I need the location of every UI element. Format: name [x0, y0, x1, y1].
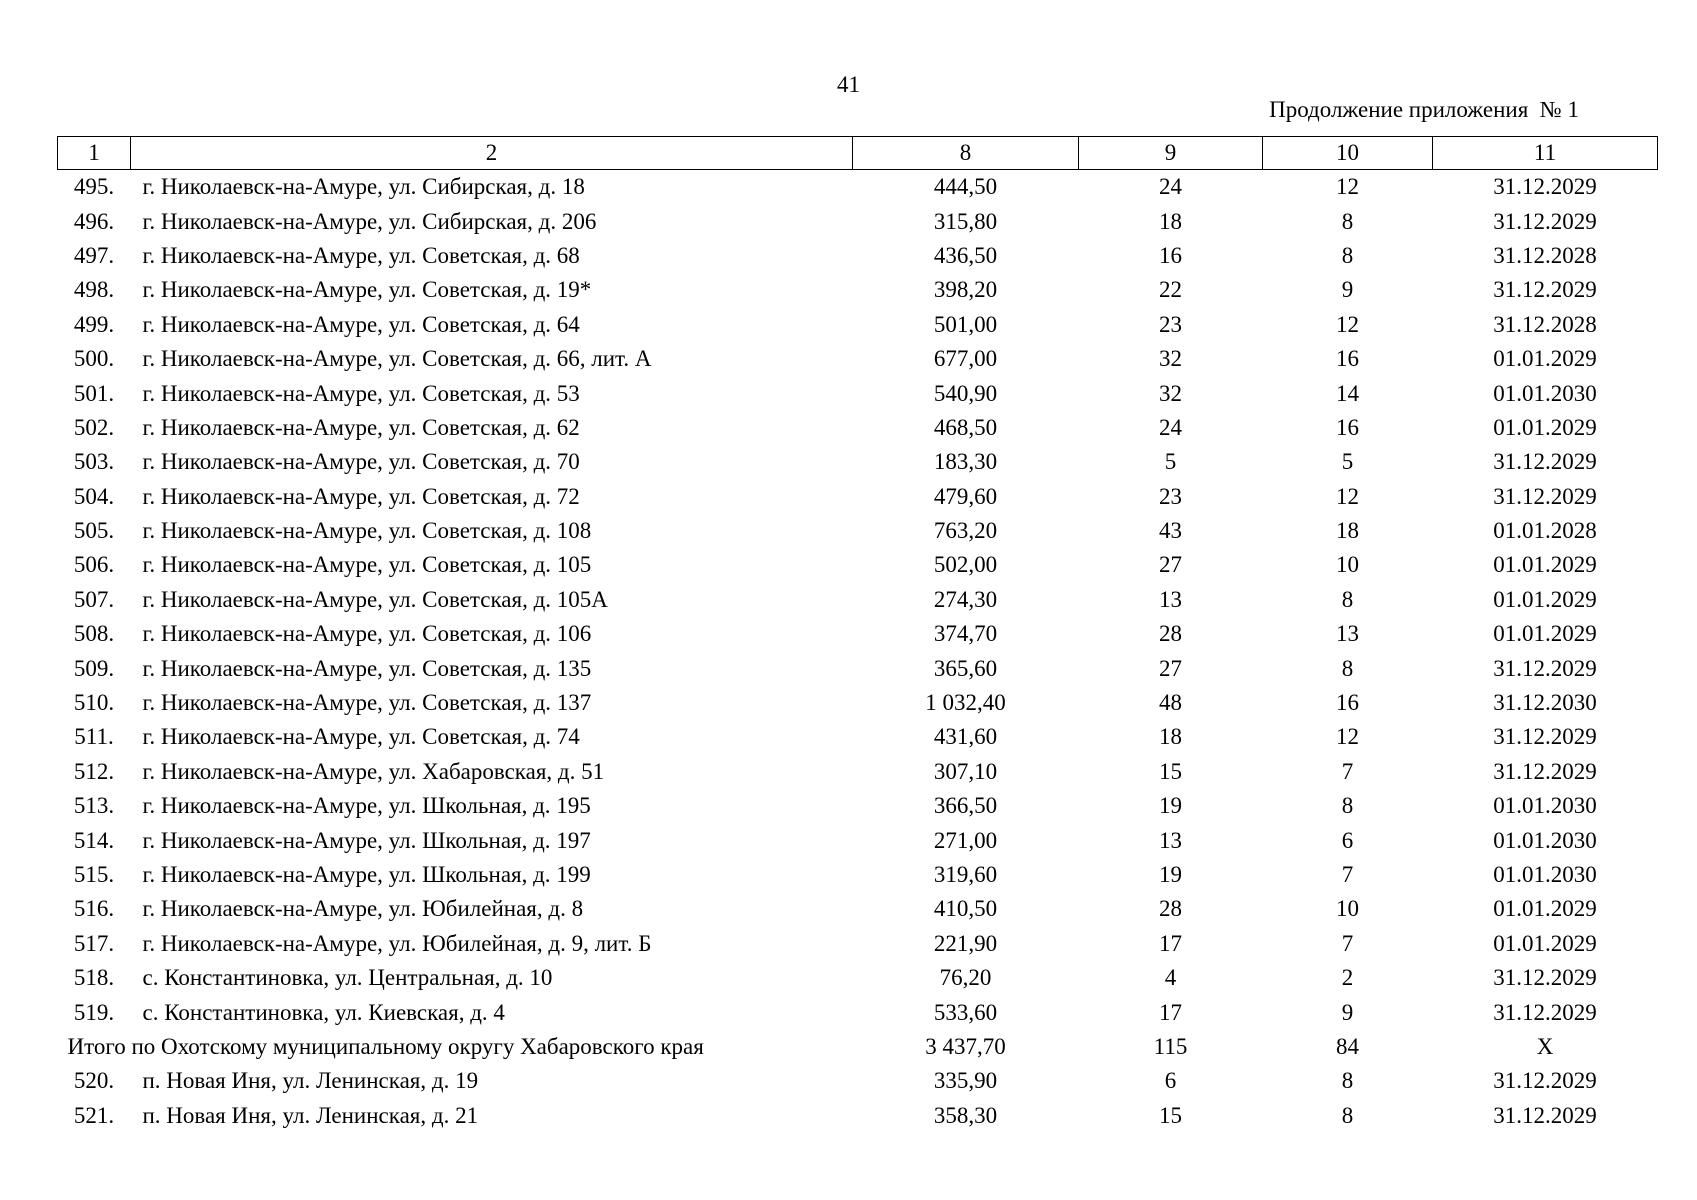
header-row [58, 137, 1658, 170]
row-col-9: 28 [1159, 621, 1182, 647]
row-col-8: 76,20 [939, 965, 992, 991]
row-address: г. Николаевск-на-Амуре, ул. Советская, д. 106 [142, 621, 592, 647]
row-address: с. Константиновка, ул. Центральная, д. 10 [142, 965, 553, 991]
table-row [58, 927, 1658, 961]
row-col-10: 2 [1341, 965, 1354, 991]
header-col-8: 8 [853, 137, 1079, 170]
row-col-10: 8 [1341, 1102, 1354, 1128]
row-col-10: 8 [1341, 655, 1354, 681]
row-number: 495. [73, 174, 115, 200]
row-col-9: 17 [1159, 930, 1182, 956]
row-col-8: 358,30 [933, 1102, 998, 1128]
row-col-8: 335,90 [933, 1068, 998, 1094]
row-number: 516. [73, 896, 115, 922]
row-number: 510. [73, 690, 115, 716]
row-col-10: 12 [1336, 724, 1359, 750]
row-col-8: 431,60 [933, 724, 998, 750]
row-col-9: 22 [1159, 277, 1182, 303]
row-address: г. Николаевск-на-Амуре, ул. Советская, д. 19* [142, 277, 592, 303]
row-number: 512. [73, 758, 115, 784]
row-number: 508. [73, 621, 115, 647]
row-address: г. Николаевск-на-Амуре, ул. Юбилейная, д. 8 [142, 896, 584, 922]
table-total-section [58, 1030, 1658, 1064]
row-col-11: 31.12.2029 [1493, 724, 1597, 750]
table-row [58, 239, 1658, 273]
row-number: 519. [73, 999, 115, 1025]
row-col-11: 31.12.2029 [1493, 1102, 1597, 1128]
row-col-9: 23 [1159, 311, 1182, 337]
row-address: г. Николаевск-на-Амуре, ул. Советская, д. 70 [142, 449, 580, 475]
row-col-11: 31.12.2028 [1493, 242, 1597, 268]
row-col-11: 31.12.2029 [1493, 999, 1597, 1025]
row-address: г. Николаевск-на-Амуре, ул. Советская, д. 68 [142, 242, 580, 268]
row-col-10: 7 [1341, 862, 1354, 887]
row-col-10: 16 [1336, 346, 1359, 372]
row-col-11: 31.12.2029 [1493, 277, 1597, 303]
row-number: 518. [73, 965, 115, 991]
row-number: 506. [73, 552, 115, 578]
row-address: г. Николаевск-на-Амуре, ул. Советская, д. 135 [142, 655, 592, 681]
row-col-9: 19 [1159, 862, 1182, 887]
row-col-8: 1 032,40 [925, 690, 1006, 716]
row-col-11: 01.01.2030 [1493, 862, 1597, 887]
row-col-11: 31.12.2029 [1493, 449, 1597, 475]
row-col-8: 315,80 [933, 208, 998, 234]
row-col-9: 19 [1159, 793, 1182, 819]
table-row [58, 995, 1658, 1029]
table-body-section-a [58, 170, 1658, 1030]
row-address: п. Новая Иня, ул. Ленинская, д. 21 [142, 1102, 479, 1128]
table-row [58, 755, 1658, 789]
row-col-11: 01.01.2030 [1493, 793, 1597, 819]
table-row [58, 823, 1658, 857]
table-body-section-b [58, 1064, 1658, 1133]
header-col-11: 11 [1433, 137, 1658, 170]
row-col-10: 7 [1341, 930, 1354, 956]
row-col-11: 31.12.2029 [1493, 655, 1597, 681]
row-col-10: 9 [1341, 277, 1354, 303]
table-row [58, 411, 1658, 445]
row-col-8: 763,20 [933, 518, 998, 544]
row-col-8: 366,50 [933, 793, 998, 819]
row-col-9: 24 [1159, 414, 1182, 440]
row-col-10: 8 [1341, 586, 1354, 612]
row-address: г. Николаевск-на-Амуре, ул. Советская, д. 105А [142, 586, 608, 612]
header-col-10: 10 [1263, 137, 1433, 170]
row-col-8: 307,10 [933, 758, 998, 784]
row-address: п. Новая Иня, ул. Ленинская, д. 19 [142, 1068, 479, 1094]
row-col-11: 01.01.2029 [1493, 930, 1597, 956]
row-number: 511. [74, 724, 114, 750]
table-row [58, 308, 1658, 342]
row-address: г. Николаевск-на-Амуре, ул. Советская, д. 66, лит. А [142, 346, 652, 372]
header-col-9: 9 [1079, 137, 1263, 170]
row-col-11: 31.12.2029 [1493, 758, 1597, 784]
row-address: г. Николаевск-на-Амуре, ул. Советская, д. 74 [142, 724, 580, 750]
row-col-10: 6 [1341, 827, 1354, 853]
table-row [58, 342, 1658, 376]
row-col-8: 502,00 [933, 552, 998, 578]
row-col-9: 32 [1159, 346, 1182, 372]
row-address: г. Николаевск-на-Амуре, ул. Советская, д. 137 [142, 690, 592, 716]
row-number: 501. [73, 380, 115, 406]
row-number: 509. [73, 655, 115, 681]
row-col-11: 31.12.2030 [1493, 690, 1597, 716]
row-address: г. Николаевск-на-Амуре, ул. Советская, д. 62 [142, 414, 580, 440]
row-number: 507. [73, 586, 115, 612]
table-row [58, 686, 1658, 720]
row-col-9: 43 [1159, 518, 1182, 544]
row-col-9: 16 [1159, 242, 1182, 268]
row-col-10: 8 [1341, 1068, 1354, 1094]
row-col-8: 271,00 [933, 827, 998, 853]
row-col-9: 13 [1159, 586, 1182, 612]
row-col-11: 01.01.2029 [1493, 346, 1597, 372]
row-col-8: 221,90 [933, 930, 998, 956]
row-col-9: 18 [1159, 724, 1182, 750]
row-number: 502. [73, 414, 115, 440]
row-col-9: 15 [1159, 1102, 1182, 1128]
row-col-10: 10 [1336, 552, 1359, 578]
housing-registry-table [57, 136, 1658, 1133]
row-col-8: 319,60 [933, 862, 998, 887]
row-number: 499. [73, 311, 115, 337]
row-col-11: 01.01.2029 [1493, 414, 1597, 440]
row-col-11: 31.12.2028 [1493, 311, 1597, 337]
row-number: 514. [73, 827, 115, 853]
row-address: г. Николаевск-на-Амуре, ул. Советская, д. 64 [142, 311, 580, 337]
row-col-8: 468,50 [933, 414, 998, 440]
row-col-10: 12 [1336, 311, 1359, 337]
table-row [58, 892, 1658, 926]
row-col-10: 10 [1336, 896, 1359, 922]
table-row [58, 583, 1658, 617]
row-col-11: 01.01.2030 [1493, 827, 1597, 853]
table-row [58, 514, 1658, 548]
row-col-10: 8 [1341, 793, 1354, 819]
row-col-9: 13 [1159, 827, 1182, 853]
row-address: г. Николаевск-на-Амуре, ул. Советская, д. 72 [142, 483, 580, 509]
row-col-9: 4 [1164, 965, 1177, 991]
row-col-11: 01.01.2029 [1493, 552, 1597, 578]
table-header [58, 137, 1658, 170]
row-col-9: 48 [1159, 690, 1182, 716]
table-row [58, 617, 1658, 651]
row-address: г. Николаевск-на-Амуре, ул. Советская, д. 105 [142, 552, 592, 578]
row-col-8: 533,60 [933, 999, 998, 1025]
total-col-8: 3 437,70 [925, 1033, 1006, 1059]
row-col-8: 501,00 [933, 311, 998, 337]
row-col-9: 15 [1159, 758, 1182, 784]
row-col-8: 365,60 [933, 655, 998, 681]
row-col-8: 374,70 [933, 621, 998, 647]
row-col-9: 23 [1159, 483, 1182, 509]
row-col-11: 31.12.2029 [1493, 174, 1597, 200]
row-address: г. Николаевск-на-Амуре, ул. Юбилейная, д. 9, лит. Б [142, 930, 652, 956]
row-col-9: 28 [1159, 896, 1182, 922]
row-number: 504. [73, 483, 115, 509]
table-row [58, 204, 1658, 238]
row-col-10: 18 [1336, 518, 1359, 544]
row-col-8: 410,50 [933, 896, 998, 922]
table-row [58, 651, 1658, 685]
total-label: Итого по Охотскому муниципальному округу Хабаровского края [67, 1033, 704, 1059]
row-address: г. Николаевск-на-Амуре, ул. Советская, д. 108 [142, 518, 592, 544]
table-row [58, 170, 1658, 205]
row-number: 498. [73, 277, 115, 303]
row-col-10: 12 [1336, 174, 1359, 200]
row-col-10: 12 [1336, 483, 1359, 509]
table-row [58, 1064, 1658, 1098]
row-col-10: 8 [1341, 208, 1354, 234]
row-number: 513. [73, 793, 115, 819]
row-col-11: 31.12.2029 [1493, 1068, 1597, 1094]
header-col-2: 2 [131, 137, 853, 170]
row-col-10: 13 [1336, 621, 1359, 647]
row-col-8: 183,30 [933, 449, 998, 475]
row-col-8: 479,60 [933, 483, 998, 509]
row-col-10: 14 [1336, 380, 1359, 406]
row-number: 517. [73, 930, 115, 956]
row-col-10: 7 [1341, 758, 1354, 784]
row-col-10: 16 [1336, 414, 1359, 440]
row-col-11: 01.01.2029 [1493, 896, 1597, 922]
table-row [58, 376, 1658, 410]
row-col-10: 9 [1341, 999, 1354, 1025]
total-col-10: 84 [1336, 1033, 1359, 1059]
table-row [58, 1099, 1658, 1133]
row-number: 515. [73, 862, 115, 887]
row-col-9: 27 [1159, 655, 1182, 681]
row-col-11: 01.01.2029 [1493, 586, 1597, 612]
table-row [58, 720, 1658, 754]
row-number: 521. [73, 1102, 115, 1128]
row-address: г. Николаевск-на-Амуре, ул. Сибирская, д. 18 [142, 174, 585, 200]
total-col-9: 115 [1153, 1033, 1188, 1059]
row-col-9: 18 [1159, 208, 1182, 234]
row-col-9: 5 [1164, 449, 1177, 475]
continuation-caption: Продолжение приложения № 1 [1269, 97, 1579, 122]
row-col-9: 6 [1164, 1068, 1177, 1094]
table-row [58, 961, 1658, 995]
row-col-10: 8 [1341, 242, 1354, 268]
row-address: г. Николаевск-на-Амуре, ул. Советская, д. 53 [142, 380, 580, 406]
row-number: 500. [73, 346, 115, 372]
total-col-11: Х [1536, 1033, 1554, 1059]
row-col-11: 31.12.2029 [1493, 965, 1597, 991]
row-col-9: 24 [1159, 174, 1182, 200]
row-col-11: 31.12.2029 [1493, 208, 1597, 234]
row-col-9: 27 [1159, 552, 1182, 578]
page-number: 41 [837, 72, 860, 97]
row-col-11: 31.12.2029 [1493, 483, 1597, 509]
table-row [58, 445, 1658, 479]
table-row [58, 273, 1658, 307]
row-address: г. Николаевск-на-Амуре, ул. Школьная, д. 197 [142, 827, 591, 853]
row-address: г. Николаевск-на-Амуре, ул. Школьная, д. 195 [142, 793, 591, 819]
row-col-8: 677,00 [933, 346, 998, 372]
row-col-9: 32 [1159, 380, 1182, 406]
row-col-11: 01.01.2028 [1493, 518, 1597, 544]
row-col-8: 398,20 [933, 277, 998, 303]
table-row [58, 789, 1658, 823]
row-address: г. Николаевск-на-Амуре, ул. Школьная, д. 199 [142, 862, 591, 887]
table-row [58, 858, 1658, 892]
row-address: г. Николаевск-на-Амуре, ул. Хабаровская, д. 51 [142, 758, 605, 784]
row-col-10: 5 [1341, 449, 1354, 475]
row-col-8: 274,30 [933, 586, 998, 612]
row-col-8: 444,50 [933, 174, 998, 200]
table-row [58, 548, 1658, 582]
row-number: 505. [73, 518, 115, 544]
row-col-10: 16 [1336, 690, 1359, 716]
row-col-11: 01.01.2029 [1493, 621, 1597, 647]
row-col-8: 540,90 [933, 380, 998, 406]
row-number: 520. [73, 1068, 115, 1094]
table-row [58, 480, 1658, 514]
row-number: 503. [73, 449, 115, 475]
total-row [58, 1030, 1658, 1064]
row-col-8: 436,50 [933, 242, 998, 268]
row-col-11: 01.01.2030 [1493, 380, 1597, 406]
row-number: 497. [73, 242, 115, 268]
row-address: г. Николаевск-на-Амуре, ул. Сибирская, д. 206 [142, 208, 597, 234]
row-number: 496. [73, 208, 115, 234]
row-address: с. Константиновка, ул. Киевская, д. 4 [142, 999, 505, 1025]
row-col-9: 17 [1159, 999, 1182, 1025]
header-col-1: 1 [58, 137, 131, 170]
